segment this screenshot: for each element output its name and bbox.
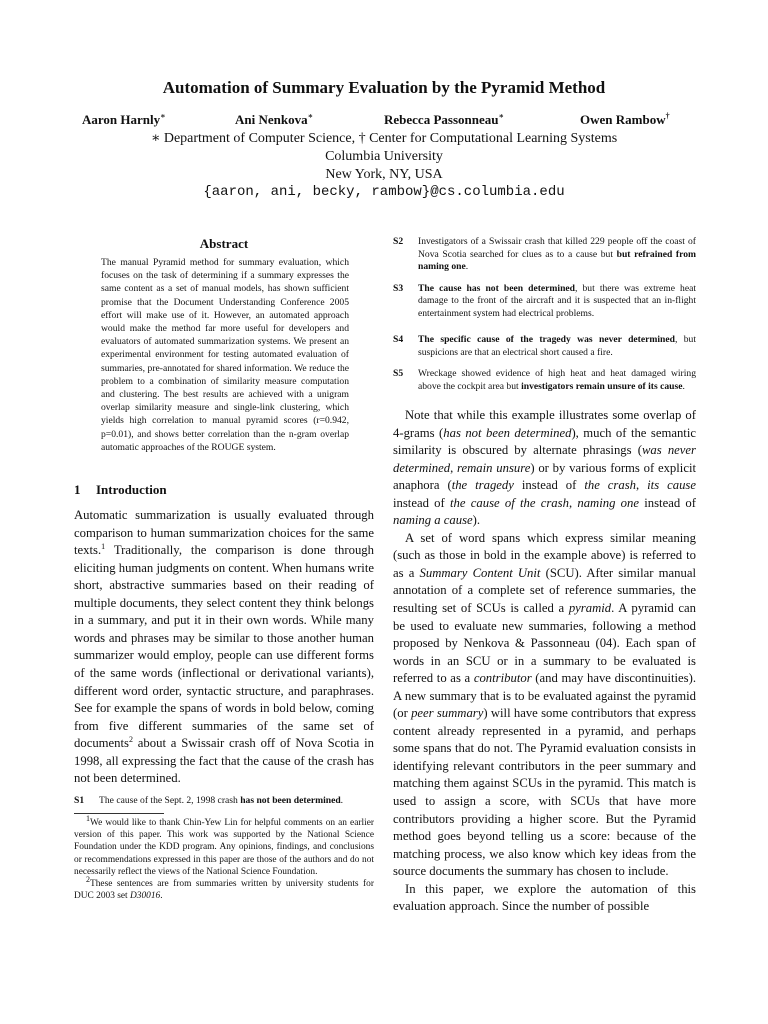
bold-span: but refrained from naming one [418, 248, 696, 272]
abstract-heading: Abstract [199, 236, 249, 251]
example-label: S5 [393, 368, 404, 379]
italic-span: remain unsure [457, 460, 531, 475]
example-label: S2 [393, 236, 404, 247]
footnote-ref-2: 2 [128, 734, 133, 744]
author-name: Rebecca Passonneau [384, 112, 499, 127]
text-run: ). [472, 513, 481, 528]
text-run: Wreckage showed evidence of high heat and heat damaged wiring above the cockpit area but [418, 368, 696, 392]
right-column [393, 236, 696, 916]
italic-span: naming one [577, 495, 639, 510]
affiliation-departments: ∗ Department of Computer Science, † Center for Computational Learning Systems [150, 131, 618, 146]
bold-span: The cause has not been determined [418, 282, 576, 294]
italic-span: its cause [647, 478, 696, 493]
footnote-ref-1: 1 [101, 541, 106, 551]
text-run: ) will have some contributors that express content already represented in a pyramid, and perhaps some spans that do not. The Pyramid evaluation consists in identifying relevant contributors in the peer summary and matching them against SCUs in the pyramid. This match is used to assign a score, with SCUs that have more contributors providing a higher score. But the Pyramid method goes beyond telling us a score: because of the matching process, we also know which key ideas from the source documents the summary has chosen to include. [393, 706, 696, 879]
italic-span: the cause of the crash [450, 495, 569, 510]
left-column [74, 236, 374, 902]
italic-span: peer summary [411, 706, 484, 721]
affiliation-location: New York, NY, USA [325, 167, 443, 182]
text-run: , but suspicions are that an electrical short caused a fire. [418, 334, 697, 358]
text-run: . [682, 380, 685, 392]
examples-list [393, 236, 696, 393]
introduction-paragraph [74, 507, 374, 788]
author-mark: † [665, 111, 670, 121]
section-heading-introduction [74, 481, 374, 499]
example-s3 [393, 283, 696, 321]
italic-span: D30016 [130, 890, 161, 901]
paragraph-scu [393, 530, 696, 881]
text-run: instead of [513, 478, 585, 493]
footnote-mark: 2 [86, 874, 90, 884]
text-run: Note that while this example illustrates some overlap of 4-grams ( [393, 408, 696, 440]
text-run: ) or by various forms of explicit anaphora ( [393, 460, 696, 493]
footnote-text: These sentences are from summaries written by university students for DUC 2003 set [74, 878, 374, 901]
text-run: . [340, 794, 344, 806]
paragraph-automation: In this paper, we explore the automation of this evaluation approach. Since the number of possible [393, 881, 696, 914]
text-run: A set of word spans which express similar meaning (such as those in bold in the example above) is referred to as a [393, 530, 696, 580]
author-mark: ∗ [160, 111, 166, 121]
author-1 [82, 111, 166, 128]
section-number: 1 [74, 482, 81, 498]
example-label: S4 [393, 334, 404, 345]
text-run: about a Swissair crash off of Nova Scotia in 1998, all expressing the fact that the cause of the crash has not been determined. [74, 736, 374, 786]
footnote-text: We would like to thank Chin-Yew Lin for helpful comments on an earlier version of this paper. This work was supported by the National Science Foundation under the KDD program. Any opinions, findings, and conclusions or recommendations expressed in this paper are those of the authors and do not necessarily reflect the views of the National Science Foundation. [74, 818, 374, 877]
italic-span: was never determined [393, 443, 696, 475]
italic-span: Summary Content Unit [419, 565, 541, 580]
paragraph-anaphora [393, 407, 696, 530]
author-emails: {aaron, ani, becky, rambow}@cs.columbia.edu [203, 184, 565, 200]
author-name: Ani Nenkova [235, 112, 308, 127]
affiliation-university: Columbia University [325, 149, 443, 164]
example-s1 [74, 795, 374, 808]
author-2 [235, 111, 313, 128]
author-3 [384, 111, 504, 128]
author-name: Owen Rambow [580, 112, 666, 127]
text-run: instead of [639, 495, 696, 510]
author-mark: ∗ [307, 111, 314, 121]
example-label: S3 [393, 282, 404, 294]
text-run: , [636, 478, 648, 493]
affiliation [0, 130, 768, 184]
example-label: S1 [74, 794, 85, 806]
text-run: The cause of the Sept. 2, 1998 crash [99, 794, 241, 806]
text-run: instead of [393, 495, 450, 510]
section-title: Introduction [96, 482, 167, 498]
paper-title: Automation of Summary Evaluation by the Pyramid Method [162, 78, 606, 97]
text-run: Investigators of a Swissair crash that killed 229 people off the coast of Nova Scotia searched for clues as to a cause but [418, 236, 696, 260]
example-s4 [393, 334, 696, 359]
text-run: , but there was extreme heat damage to the front of the aircraft and it is suspected that an in-flight entertainment system had electrical problems. [418, 282, 696, 319]
example-s1-block [74, 795, 374, 808]
italic-span: naming a cause [393, 513, 473, 528]
right-body-text [393, 407, 696, 916]
text-run: Automatic summarization is usually evaluated through comparison to human summarization choices for the same texts. [74, 508, 374, 558]
text-run: . A pyramid can be used to evaluate new summaries, following a method proposed by Nenkova & Passonneau (04). Each span of words in an SCU or in a summary to be evaluated is referred to as a [393, 601, 696, 686]
example-s2 [393, 236, 696, 274]
text-run: (SCU). After similar manual annotation of a complete set of reference summaries, the resulting set of SCUs is called a [393, 565, 696, 616]
footnote-2 [74, 874, 374, 902]
text-run: ), much of the semantic similarity is obscured by alternate phrasings ( [393, 425, 696, 458]
footnote-1 [74, 814, 374, 877]
bold-span: has not been determined [240, 794, 341, 806]
author-name: Aaron Harnly [82, 112, 161, 127]
text-run: Traditionally, the comparison is done through eliciting human judgments on content. When humans write short, abstractive summaries based on their reading of multiple documents, they select content they think belongs in a summary, and put it in their own words. While many words and phrases may be similar to those another human summarizer would employ, people can use different forms of the same words (inflectional or derivational variants), different word order, syntactic structure, and paraphrases. See for example the spans of words in bold below, coming from five different summaries of the same set of documents [74, 543, 374, 751]
author-mark: ∗ [498, 111, 504, 121]
example-s5 [393, 368, 696, 393]
text-run: , [568, 495, 578, 510]
italic-span: contributor [473, 671, 532, 686]
author-4 [580, 111, 670, 128]
italic-span: the crash [584, 478, 636, 493]
italic-span: has not been determined [443, 425, 572, 440]
text-run: , [450, 460, 458, 475]
italic-span: pyramid [568, 601, 612, 616]
abstract-text: The manual Pyramid method for summary evaluation, which focuses on the task of determining if a summary expresses the same content as a set of manual models, has shown sufficient promise that the Document Understanding Conference 2005 effort will make use of it. However, an automated approach would make the method far more useful for developers and evaluators of automated summarization systems. We present an experimental environment for testing automated evaluation of summaries, pre-annotated for shared information. We reduce the problem to a combination of similarity measure computation and clustering. The best results are achieved with a unigram overlap similarity measure and single-link clustering, which yields high correlation to manual pyramid scores (r=0.942, p=0.01), and shows better correlation than the n-gram overlap automatic approaches of the ROUGE system. [101, 257, 349, 453]
text-run: . [160, 890, 163, 901]
bold-span: The specific cause of the tragedy was never determined [418, 334, 675, 345]
italic-span: the tragedy [451, 478, 514, 493]
footnote-mark: 1 [86, 814, 90, 824]
text-run: (and may have discontinuities). A new summary that is to be evaluated against the pyramid (or [393, 671, 696, 721]
bold-span: investigators remain unsure of its cause [521, 380, 683, 392]
text-run: . [465, 261, 469, 272]
